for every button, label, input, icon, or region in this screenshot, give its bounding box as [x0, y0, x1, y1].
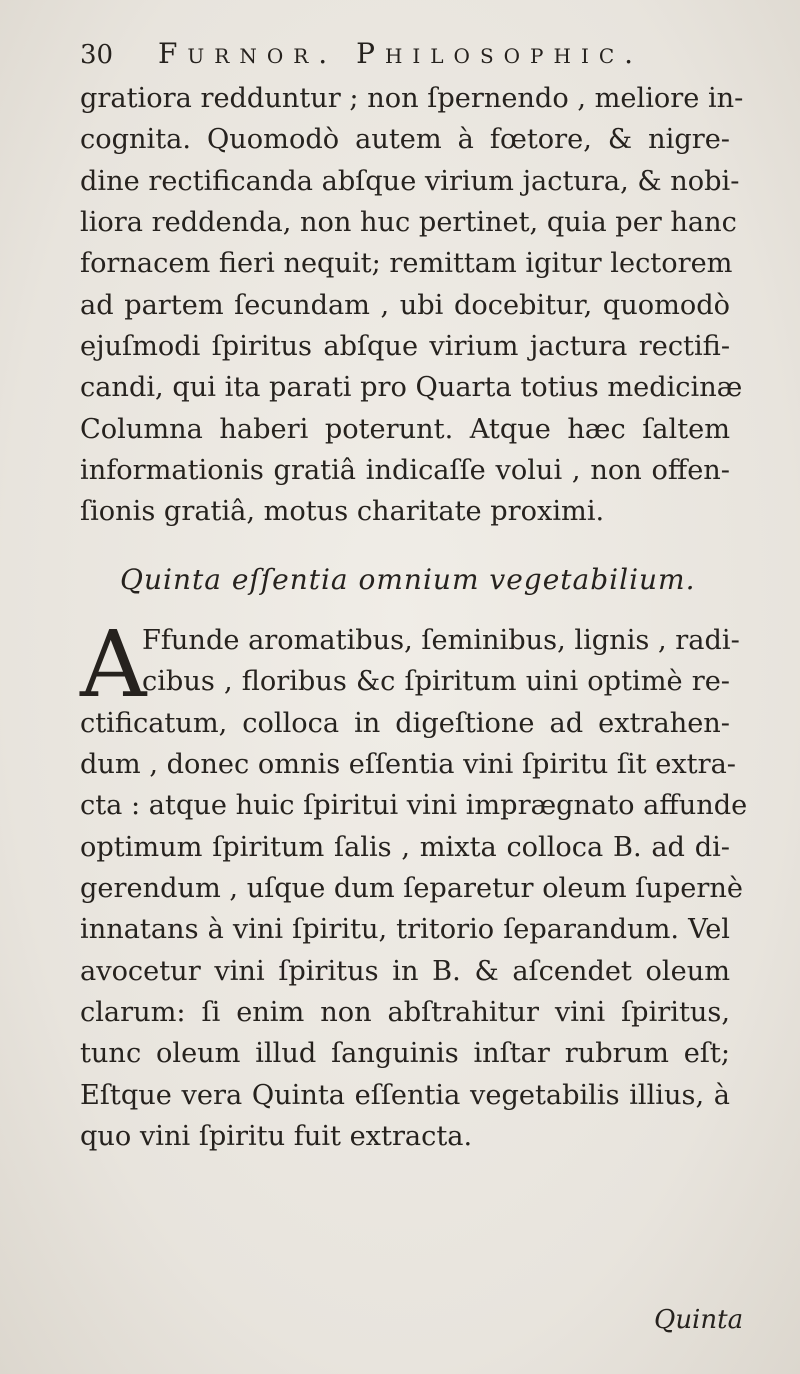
page-number: 30: [80, 40, 114, 70]
text-line: ejuſmodi ſpiritus abſque virium jactura rectifi-: [80, 331, 730, 363]
text-line: gratiora redduntur ; non ſpernendo , meliore in-: [80, 83, 744, 114]
text-line: clarum: ſi enim non abſtrahitur vini ſpiritus,: [80, 997, 730, 1029]
section-heading: Quinta eſſentia omnium vegetabilium.: [120, 563, 696, 596]
catchword: Quinta: [654, 1305, 744, 1335]
text-line: fornacem fieri nequit; remittam igitur lectorem: [80, 248, 733, 280]
text-line: optimum ſpiritum ſalis , mixta colloca B. ad di-: [80, 831, 730, 863]
text-line: cognita. Quomodò autem à fœtore, & nigre-: [80, 124, 730, 156]
running-header: [80, 34, 720, 74]
running-title: Furnor. Philosophic.: [158, 37, 644, 70]
text-line: ſionis gratiâ, motus charitate proximi.: [80, 496, 605, 528]
text-line: dine rectificanda abſque virium jactura, & nobi-: [80, 165, 740, 197]
text-line: innatans à vini ſpiritu, tritorio ſeparandum. Vel: [80, 914, 730, 946]
text-line: ctificatum, colloca in digeſtione ad extrahen-: [80, 707, 730, 739]
text-line: cta : atque huic ſpiritui vini imprægnato affunde: [80, 790, 748, 822]
text-line: Ffunde aromatibus, ſeminibus, lignis , radi-: [142, 625, 740, 656]
text-line: liora reddenda, non huc pertinet, quia per hanc: [80, 207, 737, 239]
text-line: tunc oleum illud ſanguinis inſtar rubrum eſt;: [80, 1038, 730, 1070]
text-line: Columna haberi poterunt. Atque hæc ſaltem: [80, 413, 730, 445]
text-line: quo vini ſpiritu fuit extracta.: [80, 1121, 473, 1153]
text-line: candi, qui ita parati pro Quarta totius medicinæ: [80, 372, 743, 404]
paragraph-1: [80, 78, 744, 533]
text-line: avocetur vini ſpiritus in B. & aſcendet oleum: [80, 955, 730, 987]
text-line: Eſtque vera Quinta eſſentia vegetabilis illius, à: [80, 1079, 730, 1111]
text-line: cibus , floribus &c ſpiritum uini optimè re-: [142, 666, 730, 698]
text-line: dum , donec omnis eſſentia vini ſpiritu ſit extra-: [80, 749, 736, 781]
paragraph-2: [80, 611, 748, 1157]
text-line: ad partem ſecundam , ubi docebitur, quomodò: [80, 289, 730, 321]
text-line: informationis gratiâ indicaſſe volui , non offen-: [80, 455, 730, 487]
text-line: gerendum , uſque dum ſeparetur oleum ſupernè: [80, 873, 743, 905]
drop-cap: A: [80, 611, 147, 718]
